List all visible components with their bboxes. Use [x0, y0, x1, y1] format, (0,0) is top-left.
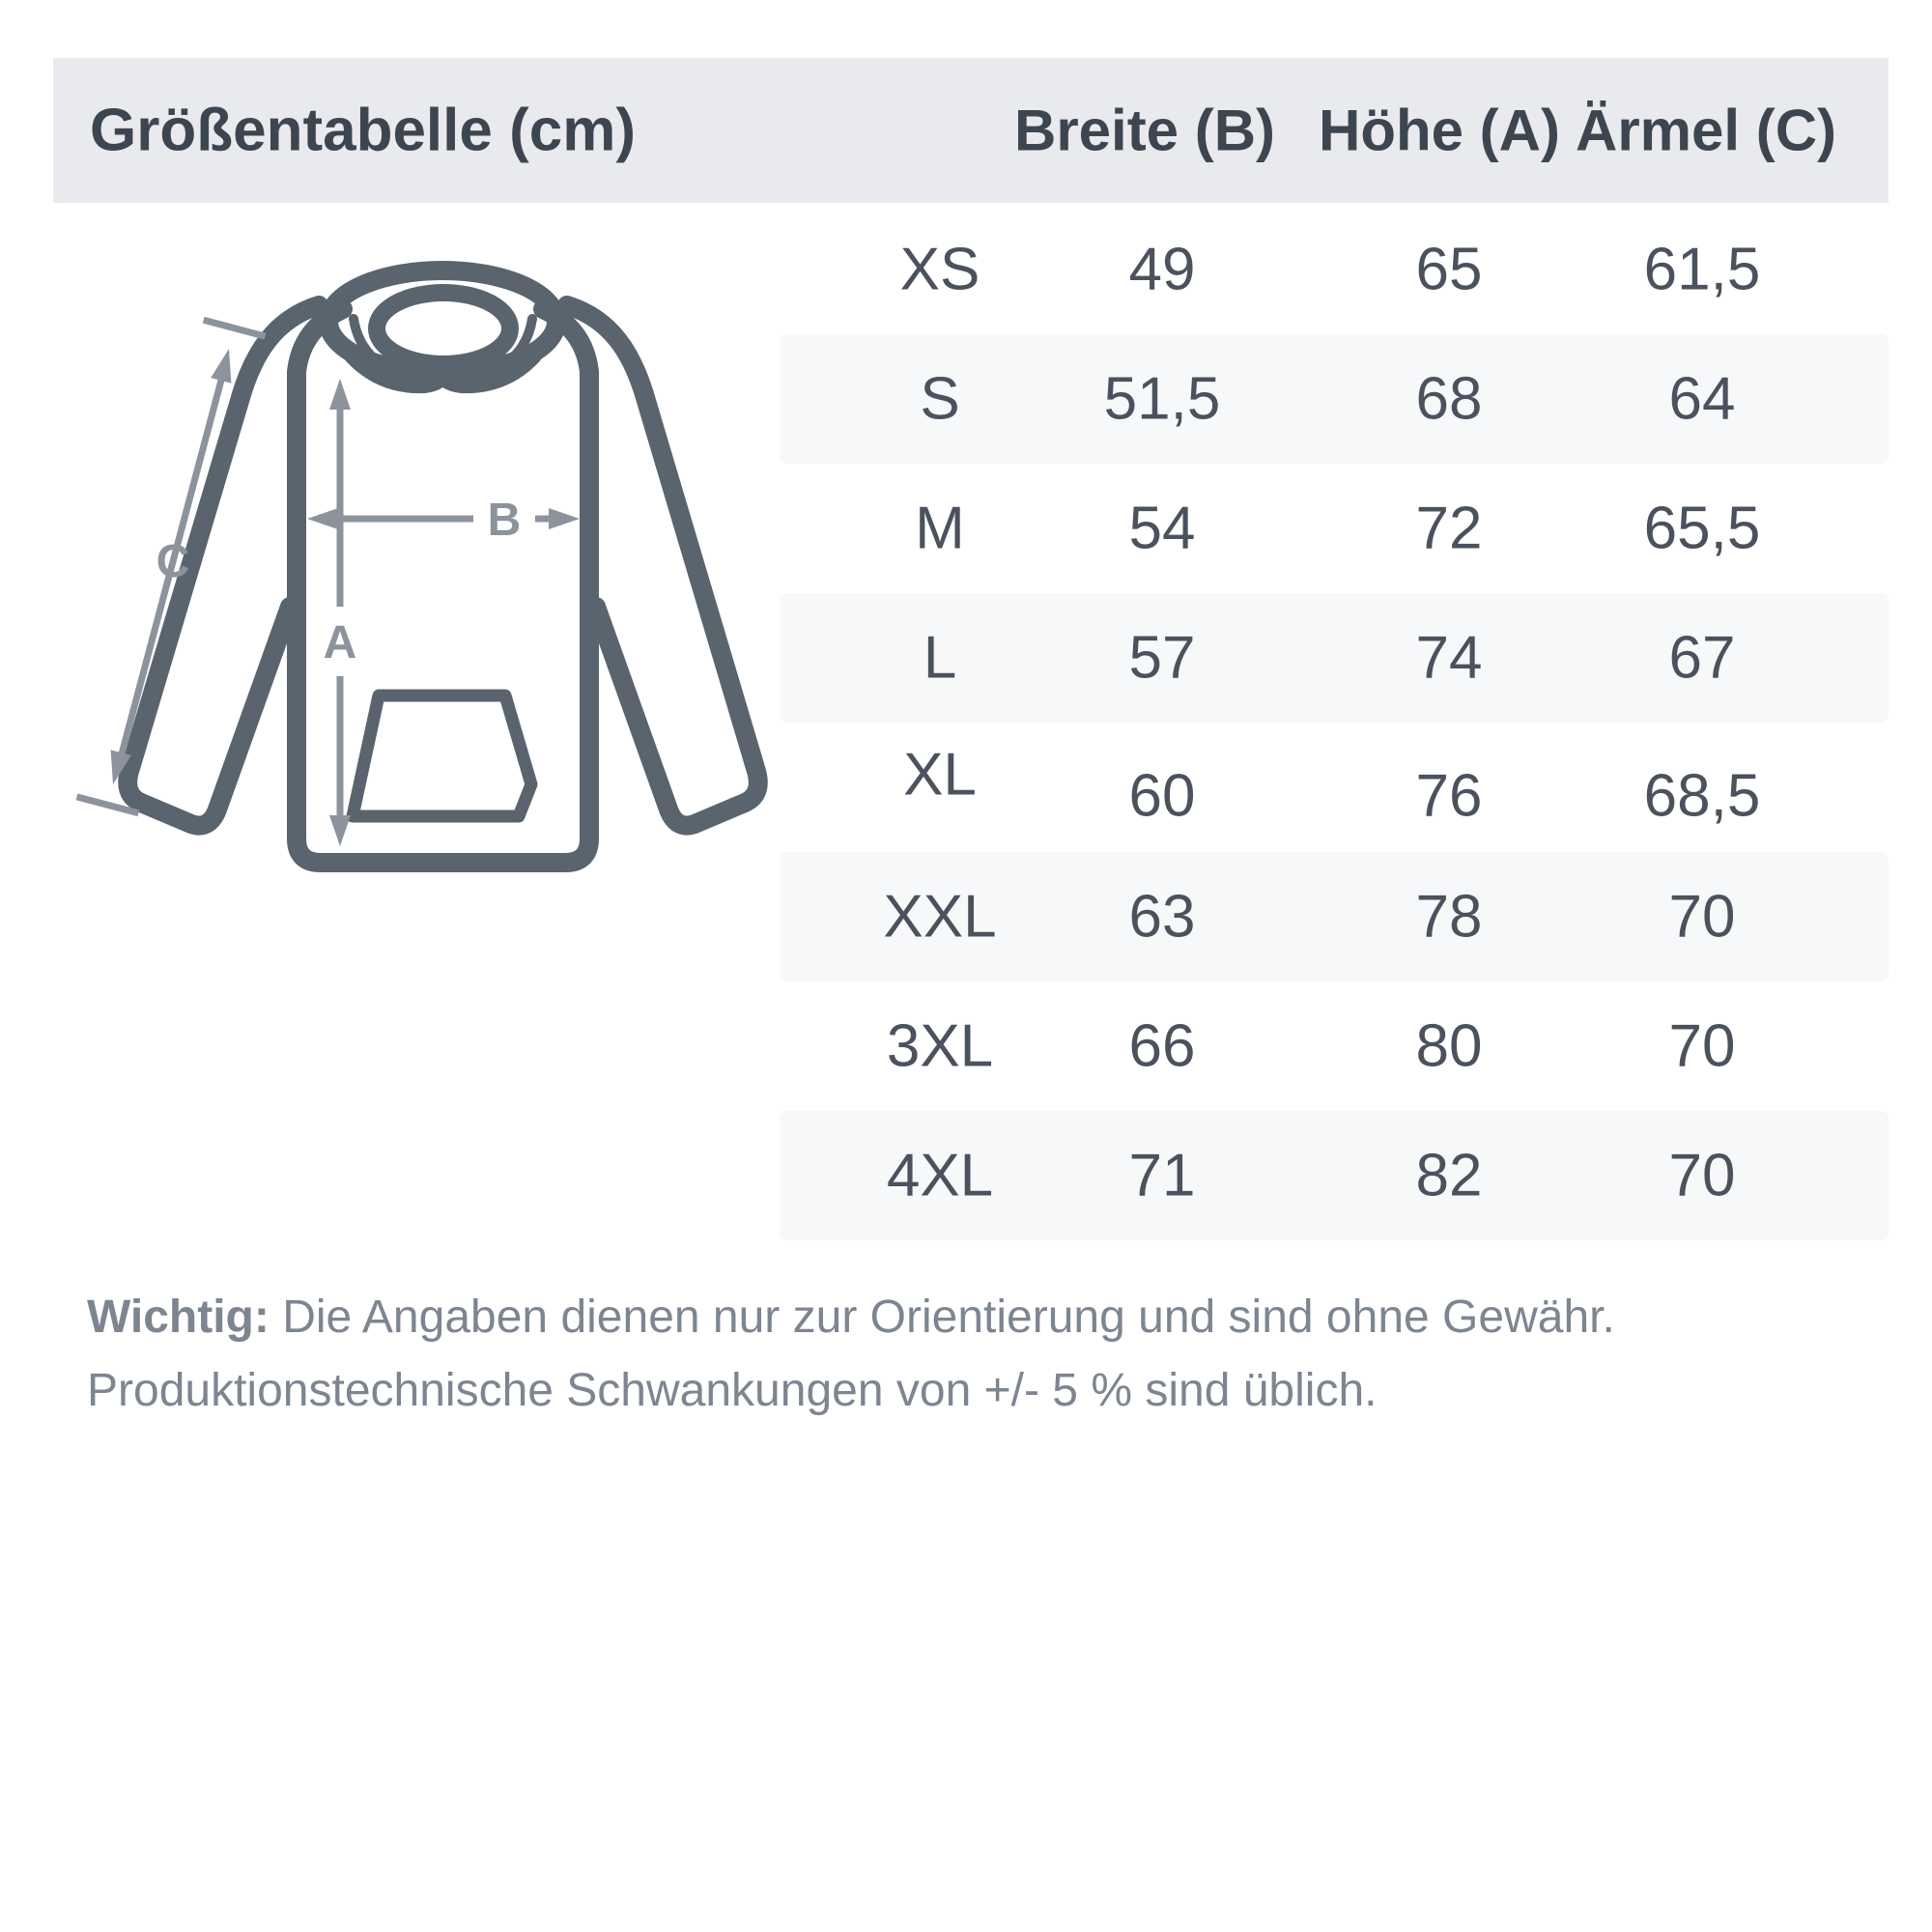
cell-breite: 71: [1128, 1142, 1196, 1209]
arrow-down-icon: [329, 815, 351, 846]
table-row: [780, 334, 1889, 464]
disclaimer-line-2: Produktionstechnische Schwankungen von +/- 5 % sind üblich.: [87, 1365, 1378, 1416]
arrow-left-icon: [307, 508, 338, 529]
column-header-aermel: Ärmel (C): [1575, 98, 1837, 163]
disclaimer-label: Wichtig:: [87, 1292, 270, 1343]
cell-breite: 57: [1128, 624, 1196, 692]
cell-size: XL: [903, 741, 977, 809]
cell-aermel: 64: [1668, 365, 1736, 433]
cell-breite: 60: [1128, 762, 1196, 830]
cell-hoehe: 80: [1415, 1012, 1483, 1080]
table-row: [780, 593, 1889, 723]
disclaimer-line-1: [87, 1281, 1845, 1354]
cell-aermel: 61,5: [1643, 236, 1761, 303]
dimension-a-label: A: [323, 617, 357, 668]
cell-aermel: 70: [1668, 883, 1736, 951]
cell-size: XS: [899, 236, 980, 303]
table-row: [780, 852, 1889, 981]
disclaimer-note: [87, 1281, 1845, 1428]
arrow-upright-icon: [211, 349, 231, 384]
hood-inner-ring: [377, 293, 510, 364]
dimension-c-tick-top: [204, 320, 266, 336]
hoodie-diagram: [39, 184, 792, 879]
table-row: [780, 205, 1889, 334]
cell-size: M: [915, 495, 965, 562]
table-row: [780, 1111, 1889, 1240]
hoodie-pocket: [353, 696, 531, 816]
cell-breite: 63: [1128, 883, 1196, 951]
column-header-hoehe: Höhe (A): [1319, 98, 1560, 163]
cell-breite: 49: [1128, 236, 1196, 303]
column-header-breite: Breite (B): [1013, 98, 1276, 163]
cell-size: 3XL: [886, 1012, 994, 1080]
cell-hoehe: 68: [1415, 365, 1483, 433]
dimension-b-label: B: [487, 495, 522, 546]
cell-hoehe: 65: [1415, 236, 1483, 303]
dimension-c-label: C: [156, 536, 190, 587]
cell-hoehe: 82: [1415, 1142, 1483, 1209]
cell-size: XXL: [883, 883, 997, 951]
cell-breite: 51,5: [1103, 365, 1221, 433]
cell-breite: 54: [1128, 495, 1196, 562]
cell-hoehe: 74: [1415, 624, 1483, 692]
cell-aermel: 68,5: [1643, 762, 1761, 830]
cell-hoehe: 78: [1415, 883, 1483, 951]
table-row: [780, 723, 1889, 852]
cell-hoehe: 76: [1415, 762, 1483, 830]
table-row: [780, 981, 1889, 1111]
cell-size: S: [920, 365, 960, 433]
table-header: [53, 58, 1889, 203]
cell-aermel: 70: [1668, 1142, 1736, 1209]
arrow-right-icon: [549, 508, 580, 529]
cell-aermel: 65,5: [1643, 495, 1761, 562]
disclaimer-text: Die Angaben dienen nur zur Orientierung und sind ohne Gewähr.: [282, 1292, 1615, 1343]
cell-aermel: 67: [1668, 624, 1736, 692]
page-title: Größentabelle (cm): [90, 97, 636, 164]
cell-aermel: 70: [1668, 1012, 1736, 1080]
cell-size: 4XL: [886, 1142, 994, 1209]
cell-breite: 66: [1128, 1012, 1196, 1080]
arrow-up-icon: [329, 379, 351, 410]
cell-hoehe: 72: [1415, 495, 1483, 562]
cell-size: L: [923, 624, 957, 692]
table-row: [780, 464, 1889, 593]
